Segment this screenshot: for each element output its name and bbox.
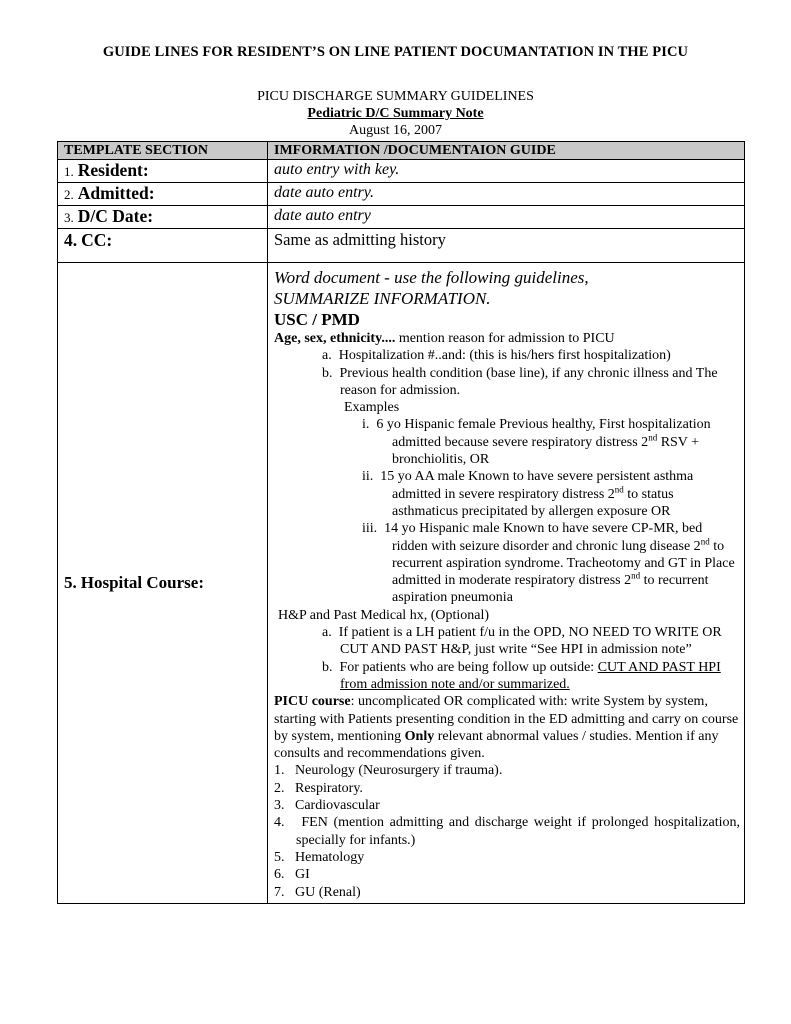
row-number: 4. <box>64 230 78 250</box>
list-marker: ii. <box>362 469 374 485</box>
age-line <box>274 330 740 347</box>
list-marker: i. <box>362 417 370 433</box>
superscript: nd <box>700 535 710 546</box>
row-guide-cell <box>268 183 745 206</box>
system-number: 4. <box>274 815 285 831</box>
picu-course-label: PICU course <box>274 694 351 710</box>
page-heading: GUIDE LINES FOR RESIDENT’S ON LINE PATIENT DOCUMANTATION IN THE PICU <box>102 44 689 60</box>
system-text: FEN (mention admitting and discharge weight if prolonged hospitalization, specially for infants.) <box>296 815 741 848</box>
example-text: 15 yo AA male Known to have severe persistent asthma admitted in severe respiratory distress 2 <box>380 469 694 502</box>
note-title: Pediatric D/C Summary Note <box>307 106 484 121</box>
picu-course-paragraph <box>274 693 740 762</box>
system-item <box>274 849 740 866</box>
row-label-cell <box>58 263 268 904</box>
row-guide-cell <box>268 160 745 183</box>
system-item <box>274 866 740 883</box>
age-bold: Age, sex, ethnicity.... <box>274 331 396 346</box>
table-header-row <box>58 142 745 160</box>
row-number: 5. <box>64 572 77 592</box>
row-label: D/C Date: <box>77 206 154 226</box>
list-item <box>274 624 740 659</box>
system-number: 5. <box>274 849 285 865</box>
list-marker: a. <box>322 348 332 364</box>
table-row <box>58 206 745 229</box>
intro-line-2: SUMMARIZE INFORMATION. <box>274 289 491 308</box>
example-text: 14 yo Hispanic male Known to have severe CP-MR, bed ridden with seizure disorder and chronic lung disease 2 <box>384 521 703 554</box>
row-guide-cell <box>268 206 745 229</box>
row-guide-text: date auto entry. <box>274 184 374 201</box>
emphasis-only: Only <box>404 728 435 744</box>
list-text: For patients who are being follow up outside: <box>339 659 598 675</box>
table-row <box>58 160 745 183</box>
system-number: 1. <box>274 763 285 779</box>
system-number: 6. <box>274 867 285 883</box>
table-row <box>58 183 745 206</box>
intro-line-1: Word document - use the following guidelines, <box>274 268 589 287</box>
list-text: Previous health condition (base line), if any chronic illness and The reason for admission. <box>339 365 718 398</box>
example-text: to status asthmaticus precipitated by allergen exposure OR <box>392 486 674 519</box>
row-label-cell <box>58 229 268 263</box>
system-text: Cardiovascular <box>295 798 380 814</box>
list-marker: b. <box>322 365 333 381</box>
row-guide-text: date auto entry <box>274 207 371 224</box>
example-text: 6 yo Hispanic female Previous healthy, First hospitalization admitted because severe respiratory distress 2 <box>376 417 711 450</box>
document-date: August 16, 2007 <box>349 123 442 138</box>
row-label: Resident: <box>77 160 149 180</box>
system-number: 3. <box>274 798 285 814</box>
guidelines-table <box>57 141 745 904</box>
superscript: nd <box>631 570 641 581</box>
hp-heading: H&P and Past Medical hx, (Optional) <box>278 607 490 623</box>
list-marker: a. <box>322 625 332 641</box>
row-number: 3. <box>64 210 74 225</box>
system-item <box>274 797 740 814</box>
list-item <box>274 365 740 400</box>
row-label: Admitted: <box>77 183 155 203</box>
system-text: Neurology (Neurosurgery if trauma). <box>295 763 503 779</box>
example-text: to recurrent aspiration pneumonia <box>392 573 709 606</box>
table-row-hospital-course <box>58 263 745 904</box>
system-item <box>274 762 740 779</box>
superscript: nd <box>614 484 624 495</box>
list-item <box>274 347 740 364</box>
example-item <box>274 468 740 520</box>
system-number: 2. <box>274 780 285 796</box>
hospital-course-guide <box>268 263 745 904</box>
system-text: Respiratory. <box>295 780 363 796</box>
picu-course-text: : uncomplicated OR complicated with: write System by system, starting with Patients presenting condition in the ED admitting and carry on course by system, mentioning <box>274 694 739 744</box>
picu-course-text: relevant abnormal values / studies. Mention if any consults and recommendations given. <box>274 728 719 762</box>
list-marker: b. <box>322 659 333 675</box>
usc-heading: USC / PMD <box>274 310 360 329</box>
header-template-section: TEMPLATE SECTION <box>58 142 268 160</box>
example-text: RSV + bronchiolitis, OR <box>392 434 700 468</box>
example-item <box>274 416 740 468</box>
header-information-guide: IMFORMATION /DOCUMENTAION GUIDE <box>268 142 745 160</box>
row-label-cell <box>58 160 268 183</box>
list-text: Hospitalization #..and: (this is his/hers first hospitalization) <box>338 348 671 364</box>
system-number: 7. <box>274 884 285 900</box>
row-number: 1. <box>64 164 74 179</box>
document-subtitle: PICU DISCHARGE SUMMARY GUIDELINES <box>257 89 534 104</box>
list-text: If patient is a LH patient f/u in the OPD, NO NEED TO WRITE OR CUT AND PAST H&P, just write “See HPI in admission note” <box>338 625 722 658</box>
row-guide-cell <box>268 229 745 263</box>
list-item <box>274 659 740 694</box>
system-item <box>274 884 740 901</box>
list-marker: iii. <box>362 521 378 537</box>
age-rest: mention reason for admission to PICU <box>395 331 615 346</box>
superscript: nd <box>648 432 658 443</box>
underlined-text: CUT AND PAST HPI from admission note and/or summarized. <box>340 659 721 692</box>
row-label-cell <box>58 206 268 229</box>
system-text: GU (Renal) <box>295 884 361 900</box>
examples-label: Examples <box>344 400 400 416</box>
row-guide-text: Same as admitting history <box>274 230 446 249</box>
table-row <box>58 229 745 263</box>
example-item <box>274 520 740 606</box>
system-text: GI <box>295 867 310 883</box>
row-label-cell <box>58 183 268 206</box>
system-text: Hematology <box>295 849 365 865</box>
system-item <box>274 780 740 797</box>
system-item <box>274 814 740 849</box>
row-label: CC: <box>81 230 113 250</box>
example-text: to recurrent aspiration syndrome. Tracheotomy and GT in Place admitted in moderate respiratory distress 2 <box>392 538 735 589</box>
row-number: 2. <box>64 187 74 202</box>
row-guide-text: auto entry with key. <box>274 161 400 178</box>
row-label: Hospital Course: <box>80 572 204 592</box>
